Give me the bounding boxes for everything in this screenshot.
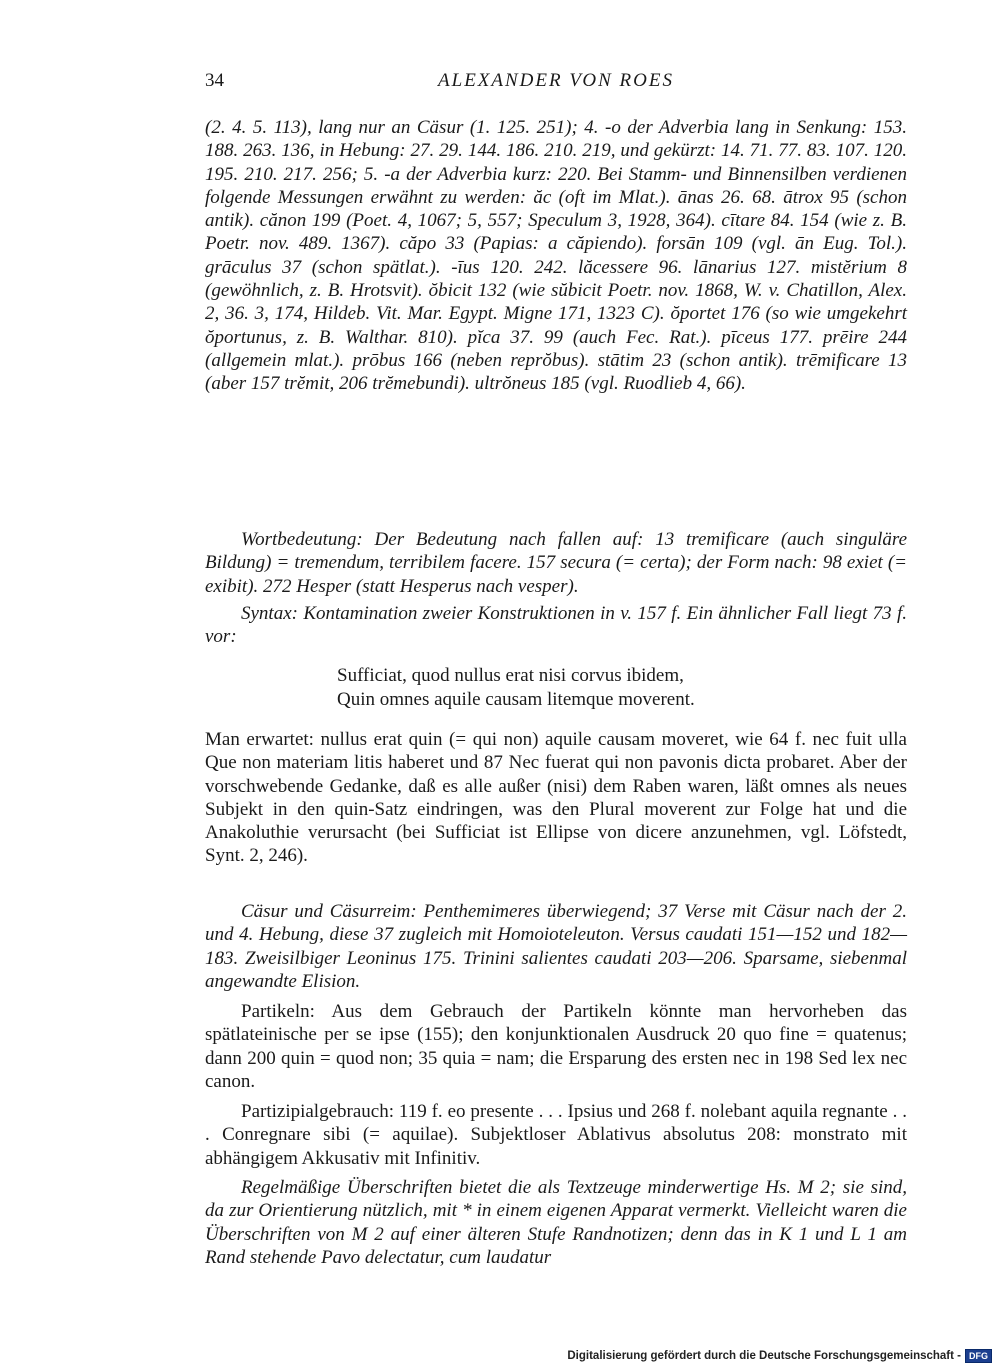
paragraph-wortbedeutung: Wortbedeutung: Der Bedeutung nach fallen auf: 13 tremificare (auch singuläre Bildung) = tremendum, terribilem facere. 157 secura (= certa); der Form nach: 98 exiet (= exibit). 272 Hesper (statt Hesperus nach vesper). <box>205 529 907 597</box>
running-title: ALEXANDER VON ROES <box>438 70 674 91</box>
verse-line: Quin omnes aquile causam litemque moverent. <box>337 689 695 710</box>
paragraph-man-erwartet: Man erwartet: nullus erat quin (= qui non) aquile causam moveret, wie 64 f. nec fuit ulla Que non materiam litis haberet und 87 Nec fuerat qui non pavonis dicta probaret. Aber der vorschwebende Gedanke, daß es alle außer (nisi) dem Raben waren, läßt omnes als neues Subjekt in den quin-Satz eindringen, was den Plural moverent zur Folge hat und die Anakoluthie verursacht (bei Sufficiat ist Ellipse von dicere anzunehmen, vgl. Löfstedt, Synt. 2, 246). <box>205 729 907 867</box>
paragraph-partizipialgebrauch: Partizipialgebrauch: 119 f. eo presente . . . Ipsius und 268 f. nolebant aquila regnante . . . Conregnare sibi (= aquilae). Subjektloser Ablativus absolutus 208: monstrato mit abhängigem Akkusativ mit Infinitiv. <box>205 1101 907 1169</box>
paragraph-prosody: (2. 4. 5. 113), lang nur an Cäsur (1. 125. 251); 4. -o der Adverbia lang in Senkung: 153. 188. 263. 136, in Hebung: 27. 29. 144. 186. 210. 219, und gekürzt: 14. 71. 77. 83. 107. 120. 195. 210. 217. 256; 5. -a der Adverbia kurz: 220. Bei Stamm- und Binnensilben verdienen folgende Messungen erwähnt zu werden: ăc (oft im Mlat.). ānas 26. 68. ātrox 95 (schon antik). cănon 199 (Poet. 4, 1067; 5, 557; Speculum 3, 1928, 364). cītare 84. 154 (wie z. B. Poetr. nov. 489. 1367). căpo 33 (Papias: a căpiendo). forsān 109 (vgl. ān Eug. Tol.). grāculus 37 (schon spätlat.). -īus 120. 242. lăcessere 96. lānarius 127. mistĕrium 8 (gewöhnlich, z. B. Hrotsvit). ŏbicit 132 (wie sŭbicit Poetr. nov. 1868, W. v. Chatillon, Alex. 2, 36. 3, 174, Hildeb. Vit. Mar. Egypt. Migne 171, 1323 C). ŏportet 176 (so wie umgekehrt ŏportunus, z. B. Walthar. 810). pĭca 37. 99 (auch Fec. Rat.). pīceus 177. prēire 244 (allgemein mlat.). prōbus 166 (neben reprŏbus). stātim 23 (schon antik). trēmificare 13 (aber 157 trĕmit, 206 trĕmebundi). ultrŏneus 185 (vgl. Ruodlieb 4, 66). <box>205 117 907 395</box>
digitization-footer <box>567 1349 992 1363</box>
dfg-logo: DFG <box>965 1349 992 1363</box>
verse-line: Sufficiat, quod nullus erat nisi corvus ibidem, <box>337 665 684 686</box>
paragraph-ueberschriften: Regelmäßige Überschriften bietet die als Textzeuge minderwertige Hs. M 2; sie sind, da zur Orientierung nützlich, mit * in einem eigenen Apparat vermerkt. Vielleicht waren die Überschriften von M 2 auf einer älteren Stufe Randnotizen; denn das in K 1 und L 1 am Rand stehende Pavo delectatur, cum laudatur <box>205 1177 907 1268</box>
paragraph-syntax: Syntax: Kontamination zweier Konstruktionen in v. 157 f. Ein ähnlicher Fall liegt 73 f. vor: <box>205 603 907 648</box>
page-number: 34 <box>205 70 224 91</box>
footer-text: Digitalisierung gefördert durch die Deutsche Forschungsgemeinschaft - <box>567 1350 961 1362</box>
page-body <box>205 70 907 1268</box>
paragraph-caesur: Cäsur und Cäsurreim: Penthemimeres überwiegend; 37 Verse mit Cäsur nach der 2. und 4. Hebung, diese 37 zugleich mit Homoioteleuton. Versus caudati 151—152 und 182—183. Zweisilbiger Leoninus 175. Trinini salientes caudati 203—206. Sparsame, siebenmal angewandte Elision. <box>205 901 907 992</box>
paragraph-partikeln: Partikeln: Aus dem Gebrauch der Partikeln könnte man hervorheben das spätlateinische per se ipse (155); den konjunktionalen Ausdruck 20 quo fine = quatenus; dann 200 quin = quod non; 35 quia = nam; die Ersparung des ersten nec in 198 Sed lex nec canon. <box>205 1001 907 1092</box>
verse-quote <box>337 664 695 712</box>
page-header <box>205 70 907 100</box>
